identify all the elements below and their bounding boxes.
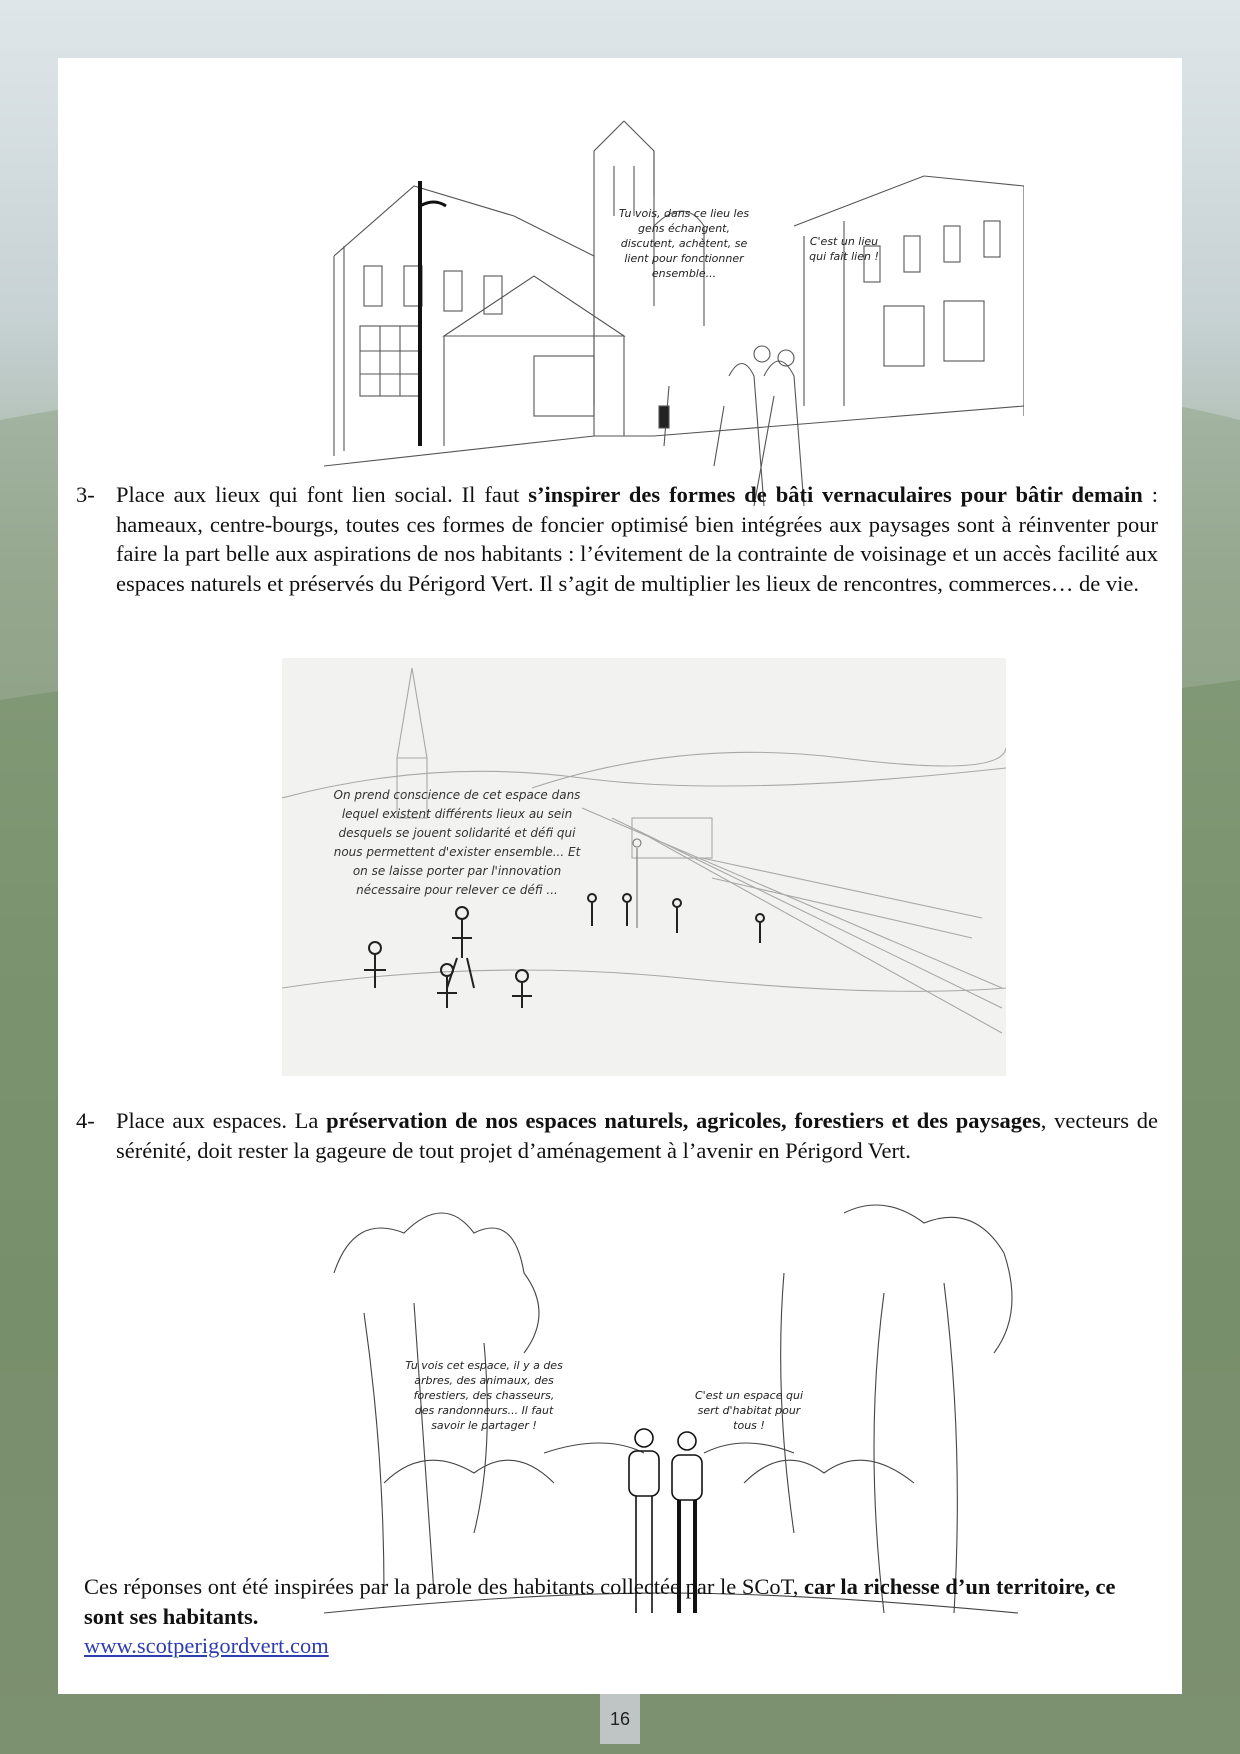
item-text: Place aux lieux qui font lien social. Il faut s’inspirer des formes de bâti vernaculaires pour bâtir demain : hameaux, centre-bourgs, toutes ces formes de foncier optimisé bien intégrées aux paysages sont à réinventer pour faire la part belle aux aspirations de nos habitants : l’évitement de la contrainte de voisinage et un accès facilité aux espaces naturels et préservés du Périgord Vert. Il s’agit de multiplier les lieux de rencontres, commerces… de vie. (116, 482, 1158, 596)
item-text: Place aux espaces. La préservation de nos espaces naturels, agricoles, forestiers et des paysages, vecteurs de sérénité, doit rester la gageure de tout projet d’aménagement à l’avenir en Périgord Vert. (116, 1108, 1158, 1163)
forest-illustration (324, 1193, 1018, 1633)
closing-paragraph: Ces réponses ont été inspirées par la parole des habitants collectée par le SCoT, car la richesse d’un territoire, ce sont ses habitants. www.scotperigordvert.com (84, 1572, 1158, 1661)
forest-bubble-right: C'est un espace qui sert d'habitat pour tous ! (695, 1389, 803, 1432)
market-bubble-left: Tu vois, dans ce lieu les gens échangent, discutent, achètent, se lient pour fonctionner ensemble... (618, 207, 750, 280)
page-number: 16 (600, 1694, 640, 1744)
village-bubble: On prend conscience de cet espace dans lequel existent différents lieux au sein desquels se jouent solidarité et défi qui nous permettent d'exister ensemble... Et on se laisse porter par l'innovation nécessaire pour relever ce défi ... (333, 788, 581, 897)
market-street-illustration (324, 106, 1024, 526)
item-number: 3- (76, 482, 95, 507)
market-bubble-right: C'est un lieu qui fait lien ! (809, 235, 879, 263)
village-illustration (282, 658, 1006, 1076)
page-sheet (58, 58, 1182, 1694)
forest-bubble-left: Tu vois cet espace, il y a des arbres, des animaux, des forestiers, des chasseurs, des randonneurs... Il faut savoir le partager ! (405, 1359, 563, 1432)
list-item-4 (76, 1106, 1158, 1165)
list-item-3 (76, 480, 1158, 598)
item-number: 4- (76, 1108, 95, 1133)
website-link[interactable]: www.scotperigordvert.com (84, 1633, 329, 1658)
